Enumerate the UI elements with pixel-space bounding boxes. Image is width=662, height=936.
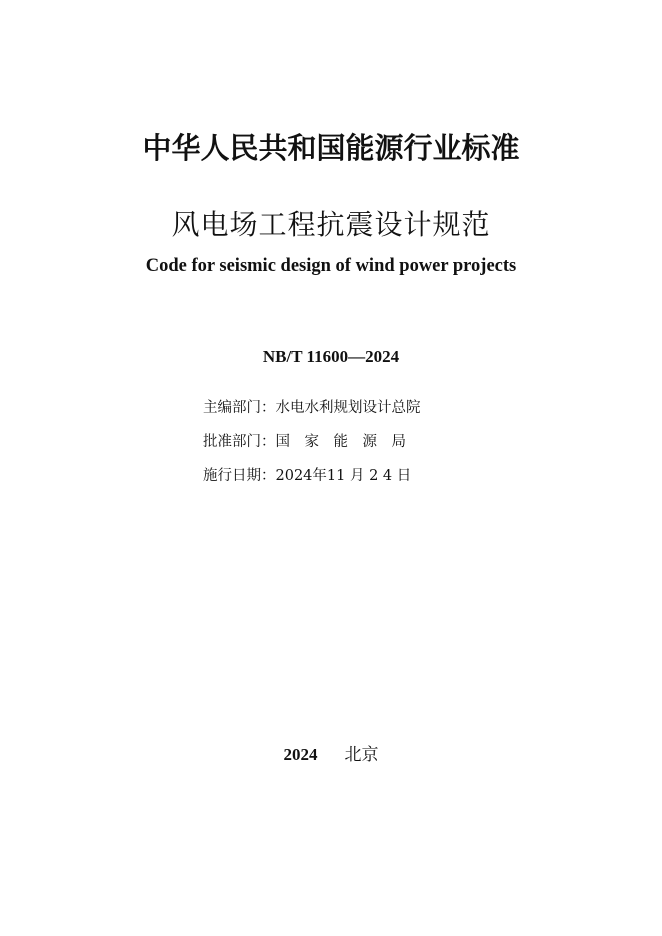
publication-footer bbox=[0, 740, 662, 765]
document-title-english: Code for seismic design of wind power projects bbox=[145, 256, 517, 276]
effective-date-line: 施行日期：2024年11 月 2 4 日 bbox=[203, 468, 412, 484]
publication-city: 北京 bbox=[344, 745, 379, 765]
chief-editor-line: 主编部门：水电水利规划设计总院 bbox=[203, 400, 421, 416]
industry-standard-heading: 中华人民共和国能源行业标准 bbox=[142, 131, 520, 165]
standard-number: NB/T 11600—2024 bbox=[262, 347, 400, 366]
document-title-chinese: 风电场工程抗震设计规范 bbox=[171, 208, 491, 241]
approving-authority-line: 批准部门：国 家 能 源 局 bbox=[203, 434, 406, 450]
publication-year: 2024 bbox=[283, 745, 318, 764]
